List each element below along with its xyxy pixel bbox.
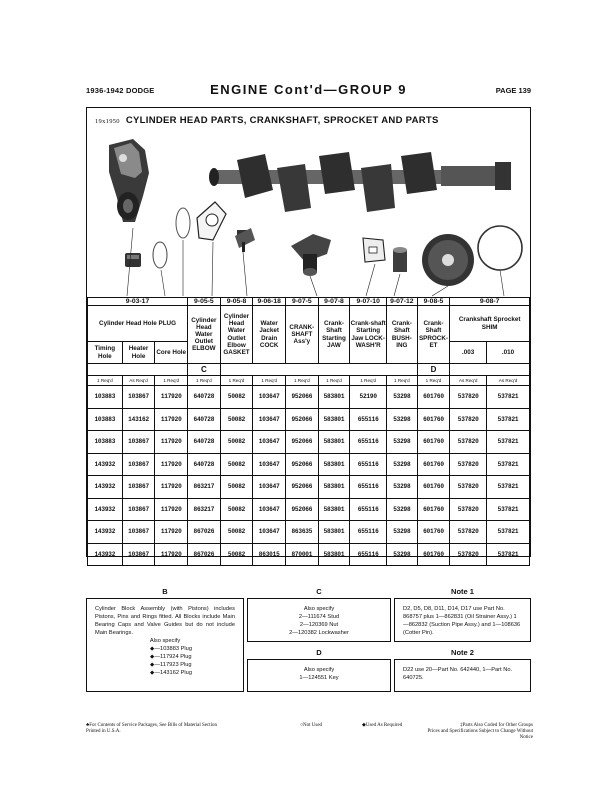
note-b-plug-line: ◆—103883 Plug bbox=[150, 646, 193, 652]
footer-service-packages bbox=[86, 723, 217, 735]
table-cell: 863015 bbox=[253, 543, 286, 566]
table-cell: 583801 bbox=[318, 453, 350, 476]
table-cell: 601760 bbox=[417, 521, 450, 544]
table-cell: 53298 bbox=[387, 408, 418, 431]
table-cell: 601760 bbox=[417, 431, 450, 454]
table-cell: 50082 bbox=[220, 453, 253, 476]
note-mark-d: D bbox=[417, 364, 450, 376]
table-cell: 143932 bbox=[88, 521, 123, 544]
note-1-box bbox=[394, 598, 531, 642]
core-hole-plug-illustration bbox=[153, 242, 167, 268]
note-b-title: B bbox=[162, 587, 168, 596]
water-outlet-elbow-illustration bbox=[109, 139, 149, 222]
large-core-plug-illustration bbox=[176, 208, 190, 238]
table-cell: 103647 bbox=[253, 476, 286, 499]
starting-jaw-illustration bbox=[291, 234, 331, 276]
table-cell: 640728 bbox=[188, 408, 221, 431]
table-cell: 52190 bbox=[350, 386, 387, 409]
note-c-line: 2—120382 Lockwasher bbox=[289, 630, 349, 636]
table-cell: 103867 bbox=[122, 453, 155, 476]
required-quantity-cell: 1 Req'd bbox=[155, 376, 188, 386]
table-cell: 103867 bbox=[122, 476, 155, 499]
header-model-years: 1936-1942 DODGE bbox=[86, 86, 155, 95]
table-cell: 50082 bbox=[220, 431, 253, 454]
table-cell: 863217 bbox=[188, 498, 221, 521]
elbow-gasket-illustration bbox=[197, 202, 226, 240]
table-cell: 53298 bbox=[387, 498, 418, 521]
table-cell: 601760 bbox=[417, 386, 450, 409]
note-c-title: C bbox=[316, 587, 322, 596]
table-cell: 53298 bbox=[387, 521, 418, 544]
footer-prices: Prices and Specifications Subject to Change Without Notice bbox=[427, 729, 533, 740]
note-c-also-specify: Also specify bbox=[303, 606, 335, 612]
table-cell: 537820 bbox=[450, 521, 487, 544]
footer-other-groups: ‡Parts Also Coded for Other Groups bbox=[460, 723, 533, 728]
desc-water-outlet-elbow: Cylinder Head Water Outlet ELBOW bbox=[188, 306, 221, 364]
table-cell: 103647 bbox=[253, 453, 286, 476]
required-quantity-cell: As Req'd bbox=[122, 376, 155, 386]
footer-used-as-required: ◆Used As Required bbox=[362, 723, 403, 728]
table-cell: 583801 bbox=[318, 498, 350, 521]
table-cell: 117920 bbox=[155, 408, 188, 431]
table-cell: 103883 bbox=[88, 408, 123, 431]
required-quantity-cell: 1 Req'd bbox=[253, 376, 286, 386]
subhead-shim-010: .010 bbox=[487, 342, 530, 364]
table-cell: 537820 bbox=[450, 431, 487, 454]
footer-service-note: ♣For Contents of Service Packages, See Bills of Material Section bbox=[86, 723, 218, 728]
subhead-heater-hole: Heater Hole bbox=[122, 342, 155, 364]
required-quantity-cell: 1 Req'd bbox=[88, 376, 123, 386]
subhead-timing-hole: Timing Hole bbox=[88, 342, 123, 364]
note-b-body: Cylinder Block Assembly (with Pistons) includes Pistons, Pins and Rings fitted. All Blocks include Main Bearing Caps and Valve Guides but do not include Main Bearings. bbox=[95, 606, 235, 636]
note-d-also-specify: Also specify bbox=[303, 667, 335, 673]
table-cell: 537821 bbox=[487, 498, 530, 521]
table-cell: 952066 bbox=[286, 386, 319, 409]
table-cell: 117920 bbox=[155, 431, 188, 454]
header-section-title: ENGINE Cont'd—GROUP 9 bbox=[210, 82, 407, 97]
lockwasher-illustration bbox=[363, 238, 385, 262]
bushing-illustration bbox=[393, 247, 407, 272]
table-cell: 583801 bbox=[318, 386, 350, 409]
header-page-number: PAGE 139 bbox=[495, 86, 531, 95]
table-cell: 655116 bbox=[350, 476, 387, 499]
table-cell: 537820 bbox=[450, 386, 487, 409]
desc-crankshaft-sprocket: Crank-Shaft SPROCK-ET bbox=[417, 306, 450, 364]
table-row bbox=[88, 543, 530, 566]
table-cell: 601760 bbox=[417, 453, 450, 476]
table-cell: 601760 bbox=[417, 498, 450, 521]
desc-sprocket-shim: Crankshaft Sprocket SHIM bbox=[450, 306, 530, 342]
table-cell: 53298 bbox=[387, 431, 418, 454]
note-b-plug-line: ◆—117923 Plug bbox=[150, 662, 192, 668]
table-cell: 952066 bbox=[286, 408, 319, 431]
table-cell: 53298 bbox=[387, 476, 418, 499]
footer-printed: Printed in U.S.A. bbox=[86, 729, 121, 734]
table-cell: 103647 bbox=[253, 521, 286, 544]
table-cell: 537820 bbox=[450, 408, 487, 431]
table-cell: 952066 bbox=[286, 498, 319, 521]
table-cell: 50082 bbox=[220, 543, 253, 566]
table-cell: 117920 bbox=[155, 386, 188, 409]
note-b-also-specify: Also specify bbox=[149, 638, 181, 644]
table-cell: 50082 bbox=[220, 521, 253, 544]
table-cell: 583801 bbox=[318, 476, 350, 499]
crankshaft-illustration bbox=[209, 152, 511, 212]
table-cell: 103647 bbox=[253, 431, 286, 454]
required-quantity-cell: 1 Req'd bbox=[220, 376, 253, 386]
table-cell: 143162 bbox=[122, 408, 155, 431]
table-cell: 537821 bbox=[487, 476, 530, 499]
part-number-row bbox=[88, 298, 530, 306]
desc-elbow-gasket: Cylinder Head Water Outlet Elbow GASKET bbox=[220, 306, 253, 364]
table-cell: 117920 bbox=[155, 453, 188, 476]
parts-plate bbox=[86, 107, 531, 557]
table-cell: 50082 bbox=[220, 476, 253, 499]
note-c-line: 2—111674 Stud bbox=[298, 614, 340, 620]
table-cell: 601760 bbox=[417, 476, 450, 499]
footer-legend bbox=[421, 723, 533, 741]
table-cell: 601760 bbox=[417, 408, 450, 431]
table-cell: 103647 bbox=[253, 408, 286, 431]
part-number-cell: 9-06-18 bbox=[253, 298, 286, 306]
plate-title bbox=[95, 115, 439, 126]
table-cell: 537820 bbox=[450, 476, 487, 499]
note-c-line: 2—120369 Nut bbox=[299, 622, 339, 628]
table-row bbox=[88, 431, 530, 454]
plate-code: 19x1950 bbox=[95, 118, 120, 125]
table-cell: 870001 bbox=[286, 543, 319, 566]
required-quantity-cell: 1 Req'd bbox=[188, 376, 221, 386]
table-cell: 601760 bbox=[417, 543, 450, 566]
table-cell: 640728 bbox=[188, 453, 221, 476]
drain-cock-illustration bbox=[235, 228, 255, 252]
table-cell: 103647 bbox=[253, 498, 286, 521]
table-cell: 863635 bbox=[286, 521, 319, 544]
required-quantity-cell: As Req'd bbox=[450, 376, 487, 386]
note-mark-c: C bbox=[188, 364, 221, 376]
note-2-box bbox=[394, 659, 531, 692]
table-cell: 537821 bbox=[487, 386, 530, 409]
table-row bbox=[88, 453, 530, 476]
required-quantity-cell: 1 Req'd bbox=[417, 376, 450, 386]
table-cell: 583801 bbox=[318, 431, 350, 454]
plate-heading: CYLINDER HEAD PARTS, CRANKSHAFT, SPROCKET AND PARTS bbox=[125, 115, 439, 126]
note-b-box bbox=[86, 598, 244, 692]
note-c-box bbox=[247, 598, 391, 642]
table-cell: 583801 bbox=[318, 521, 350, 544]
table-cell: 952066 bbox=[286, 431, 319, 454]
table-cell: 143932 bbox=[88, 498, 123, 521]
part-number-cell: 9-03-17 bbox=[88, 298, 188, 306]
table-cell: 53298 bbox=[387, 453, 418, 476]
table-cell: 103867 bbox=[122, 386, 155, 409]
note-1-body: D2, D5, D8, D11, D14, D17 use Part No. 868757 plus 1—862831 (Oil Strainer Assy.) 1—862832 (Suction Pipe Assy.) and 1—108636 (Cotter Pin). bbox=[403, 606, 521, 636]
table-row bbox=[88, 498, 530, 521]
desc-jaw-lockwasher: Crank-shaft Starting Jaw LOCK-WASH'R bbox=[350, 306, 387, 364]
table-cell: 640728 bbox=[188, 386, 221, 409]
table-cell: 53298 bbox=[387, 386, 418, 409]
table-cell: 655116 bbox=[350, 453, 387, 476]
part-number-cell: 9-08-5 bbox=[417, 298, 450, 306]
table-cell: 655116 bbox=[350, 521, 387, 544]
desc-cylinder-head-plug: Cylinder Head Hole PLUG bbox=[88, 306, 188, 342]
page-header bbox=[86, 82, 531, 100]
table-cell: 640728 bbox=[188, 431, 221, 454]
table-cell: 50082 bbox=[220, 386, 253, 409]
desc-crankshaft-bushing: Crank-Shaft BUSH-ING bbox=[387, 306, 418, 364]
table-cell: 655116 bbox=[350, 498, 387, 521]
table-cell: 103647 bbox=[253, 386, 286, 409]
subhead-shim-003: .003 bbox=[450, 342, 487, 364]
table-cell: 655116 bbox=[350, 543, 387, 566]
table-cell: 537821 bbox=[487, 521, 530, 544]
table-cell: 583801 bbox=[318, 543, 350, 566]
table-cell: 117920 bbox=[155, 498, 188, 521]
part-number-cell: 9-07-10 bbox=[350, 298, 387, 306]
part-number-cell: 9-05-8 bbox=[220, 298, 253, 306]
part-number-cell: 9-05-5 bbox=[188, 298, 221, 306]
table-cell: 537820 bbox=[450, 453, 487, 476]
note-1-title: Note 1 bbox=[451, 587, 474, 596]
part-number-cell: 9-07-5 bbox=[286, 298, 319, 306]
table-cell: 863217 bbox=[188, 476, 221, 499]
required-quantity-cell: 1 Req'd bbox=[318, 376, 350, 386]
part-number-cell: 9-07-8 bbox=[318, 298, 350, 306]
subhead-core-hole: Core Hole bbox=[155, 342, 188, 364]
description-row bbox=[88, 306, 530, 342]
required-quantity-cell: As Req'd bbox=[487, 376, 530, 386]
table-row bbox=[88, 386, 530, 409]
heater-hole-plug-illustration bbox=[125, 253, 141, 267]
table-cell: 103883 bbox=[88, 386, 123, 409]
table-cell: 143932 bbox=[88, 476, 123, 499]
table-cell: 867026 bbox=[188, 543, 221, 566]
table-cell: 103867 bbox=[122, 521, 155, 544]
desc-starting-jaw: Crank-Shaft Starting JAW bbox=[318, 306, 350, 364]
note-d-line: 1—124551 Key bbox=[299, 675, 339, 681]
table-row bbox=[88, 408, 530, 431]
table-cell: 537820 bbox=[450, 543, 487, 566]
sprocket-illustration bbox=[422, 234, 474, 286]
table-cell: 952066 bbox=[286, 476, 319, 499]
parts-table bbox=[87, 297, 530, 566]
table-cell: 537821 bbox=[487, 431, 530, 454]
footer-not-used: ○Not Used bbox=[300, 723, 323, 728]
required-quantity-row bbox=[88, 376, 530, 386]
table-cell: 583801 bbox=[318, 408, 350, 431]
part-number-cell: 9-07-12 bbox=[387, 298, 418, 306]
note-mark-row bbox=[88, 364, 530, 376]
note-d-box bbox=[247, 659, 391, 692]
desc-drain-cock: Water Jacket Drain COCK bbox=[253, 306, 286, 364]
table-cell: 50082 bbox=[220, 408, 253, 431]
table-cell: 952066 bbox=[286, 453, 319, 476]
required-quantity-cell: 1 Req'd bbox=[350, 376, 387, 386]
table-row bbox=[88, 476, 530, 499]
part-number-cell: 9-08-7 bbox=[450, 298, 530, 306]
table-cell: 117920 bbox=[155, 543, 188, 566]
table-cell: 143932 bbox=[88, 453, 123, 476]
table-cell: 103867 bbox=[122, 498, 155, 521]
table-cell: 867026 bbox=[188, 521, 221, 544]
table-cell: 50082 bbox=[220, 498, 253, 521]
required-quantity-cell: 1 Req'd bbox=[286, 376, 319, 386]
table-cell: 537821 bbox=[487, 408, 530, 431]
table-cell: 103867 bbox=[122, 543, 155, 566]
note-d-title: D bbox=[316, 648, 322, 657]
table-cell: 117920 bbox=[155, 521, 188, 544]
table-cell: 655116 bbox=[350, 408, 387, 431]
table-row bbox=[88, 521, 530, 544]
table-cell: 103867 bbox=[122, 431, 155, 454]
note-2-title: Note 2 bbox=[451, 648, 474, 657]
table-cell: 537821 bbox=[487, 543, 530, 566]
table-cell: 117920 bbox=[155, 476, 188, 499]
table-cell: 143932 bbox=[88, 543, 123, 566]
note-2-body: D22 use 20—Part No. 642440, 1—Part No. 640725. bbox=[403, 667, 513, 681]
required-quantity-cell: 1 Req'd bbox=[387, 376, 418, 386]
table-cell: 537821 bbox=[487, 453, 530, 476]
table-cell: 103883 bbox=[88, 431, 123, 454]
desc-crankshaft: CRANK-SHAFT Ass'y bbox=[286, 306, 319, 364]
note-b-plug-line: ◆—117924 Plug bbox=[150, 654, 192, 660]
parts-illustration bbox=[87, 128, 530, 298]
table-cell: 537820 bbox=[450, 498, 487, 521]
sprocket-shim-illustration bbox=[478, 226, 522, 270]
note-b-plug-line: ◆—143162 Plug bbox=[150, 670, 193, 676]
table-cell: 53298 bbox=[387, 543, 418, 566]
table-cell: 655116 bbox=[350, 431, 387, 454]
